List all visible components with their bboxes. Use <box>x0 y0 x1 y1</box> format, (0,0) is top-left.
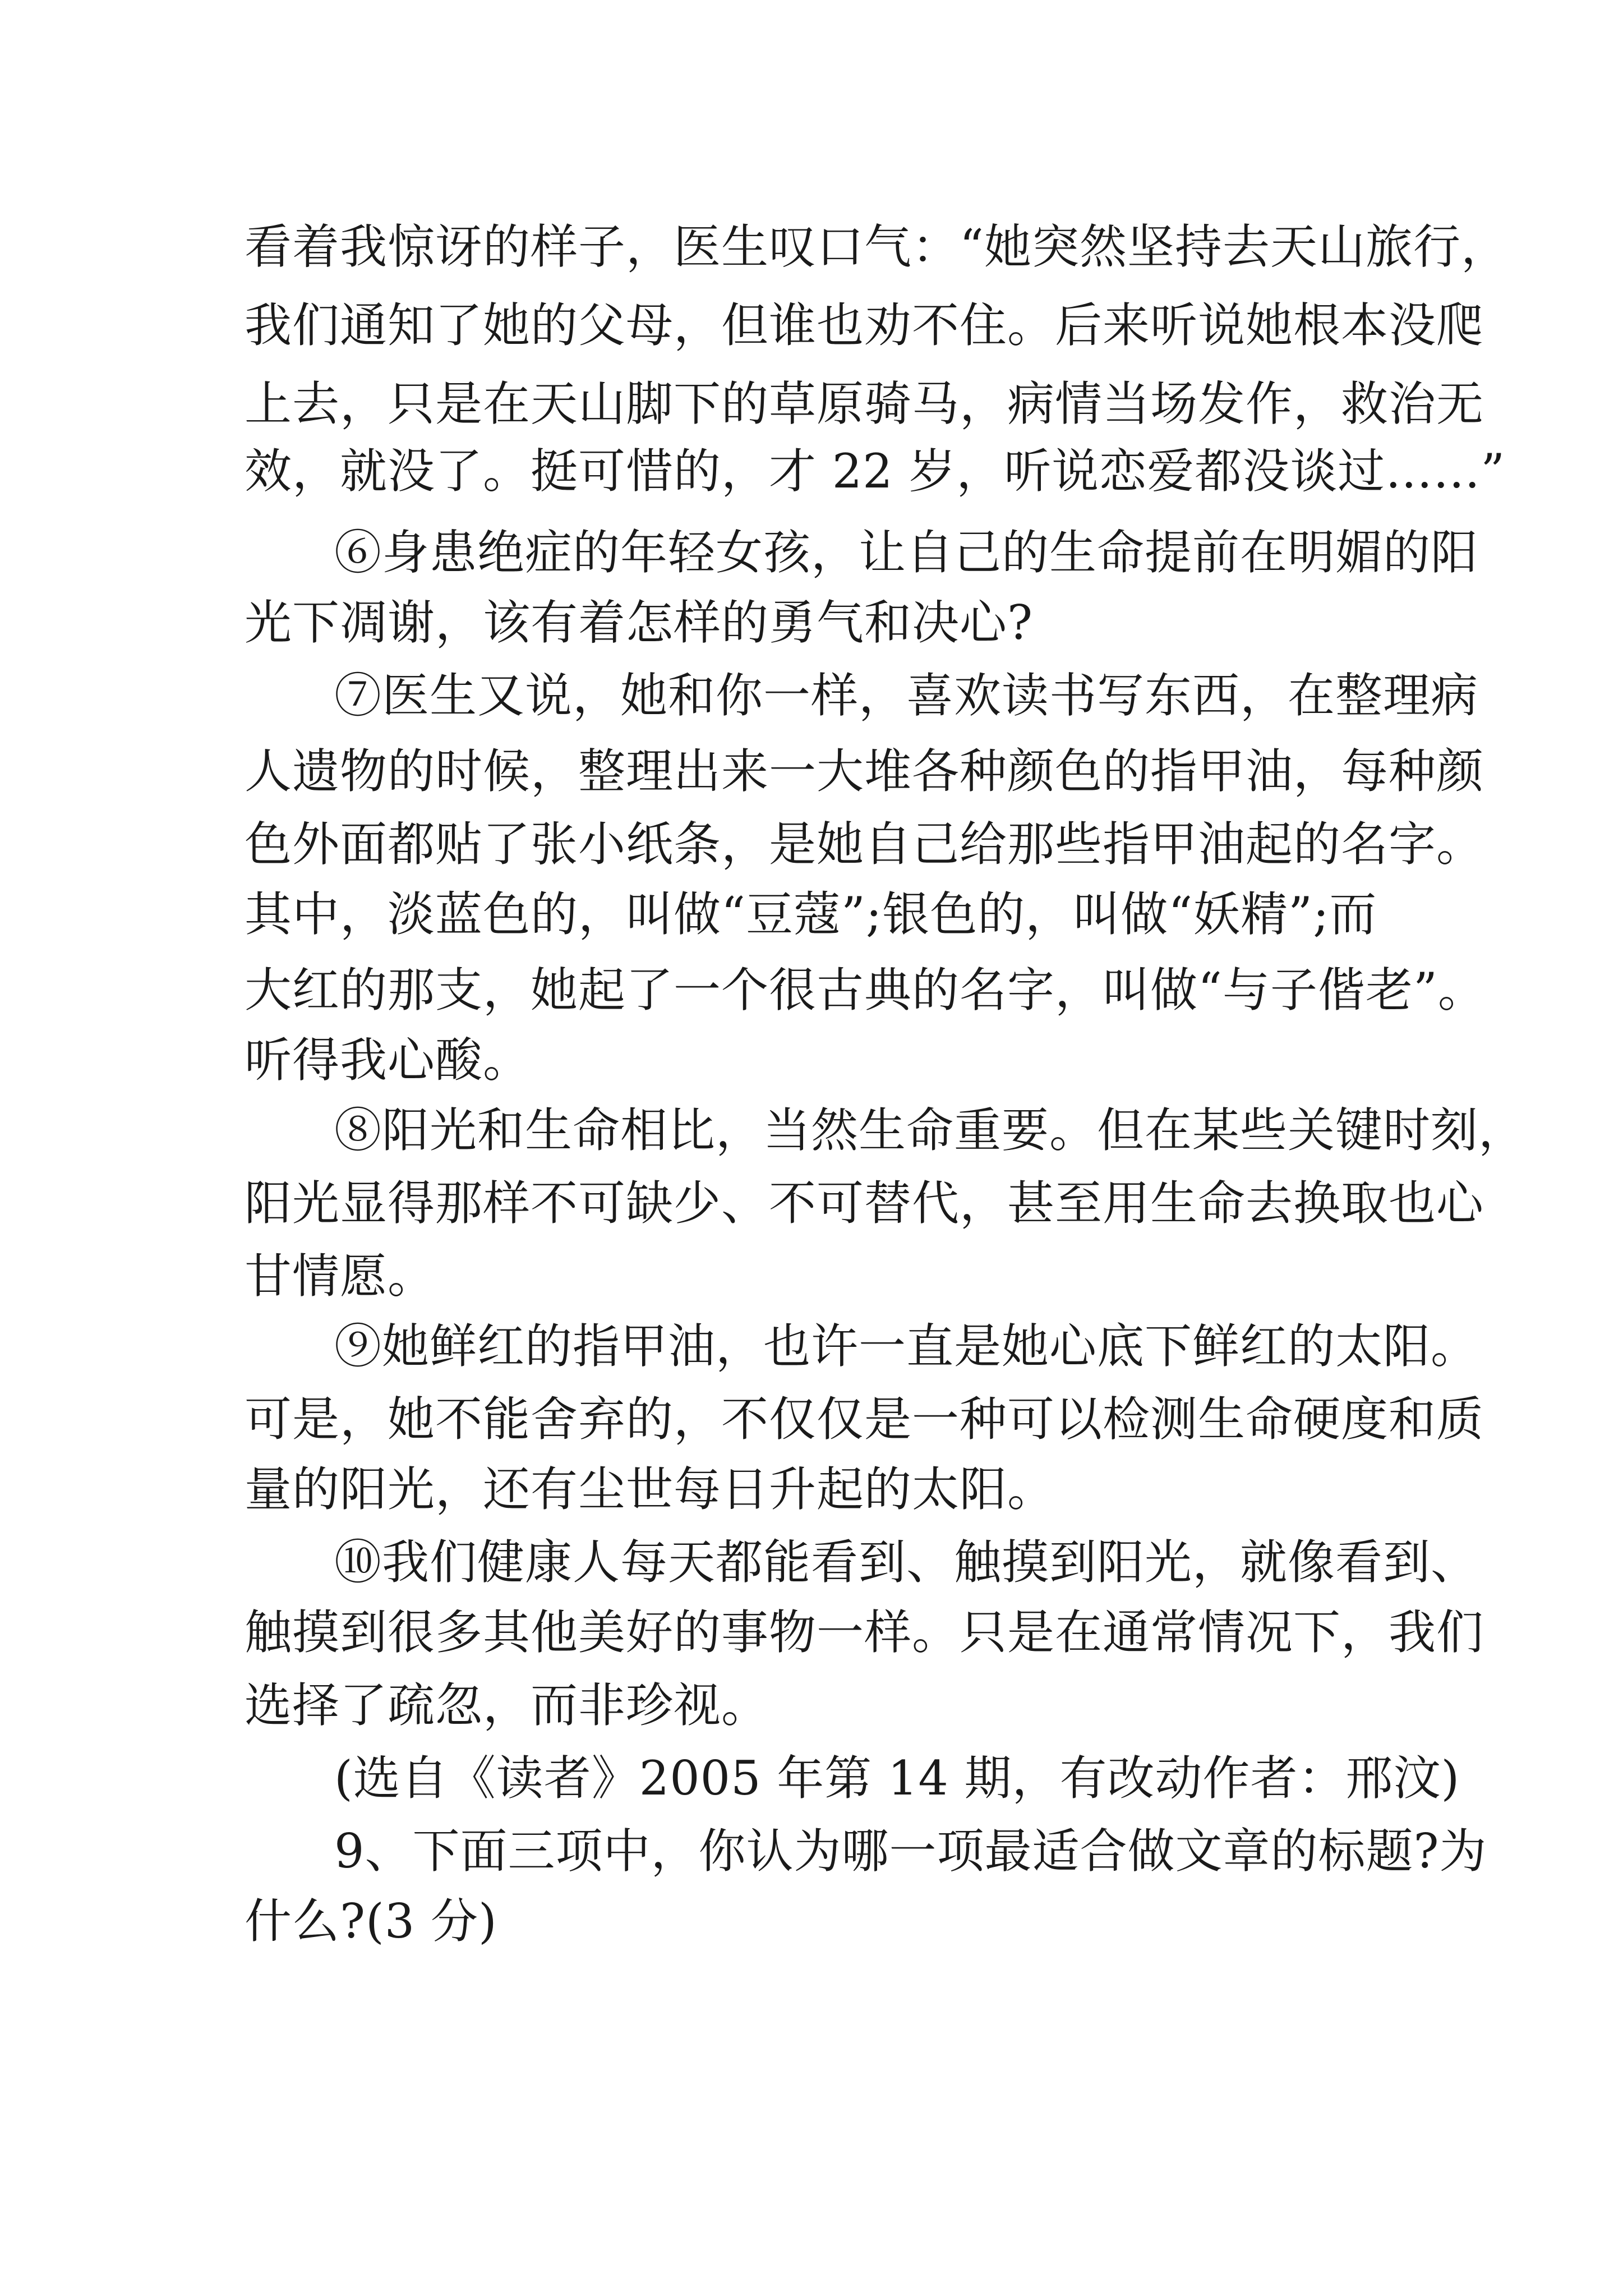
text-line: 上去，只是在天山脚下的草原骑马，病情当场发作，救治无 <box>245 376 1484 431</box>
question-9: 9、下面三项中，你认为哪一项最适合做文章的标题?为 <box>334 1824 1487 1879</box>
text-line: 可是，她不能舍弃的，不仅仅是一种可以检测生命硬度和质 <box>245 1392 1484 1447</box>
text-line: 甘情愿。 <box>245 1249 436 1304</box>
paragraph-6-start: ⑥身患绝症的年轻女孩，让自己的生命提前在明媚的阳 <box>334 525 1479 580</box>
paragraph-7-start: ⑦医生又说，她和你一样，喜欢读书写东西，在整理病 <box>334 668 1479 723</box>
text-line: 效，就没了。挺可惜的，才 22 岁，听说恋爱都没谈过……” <box>245 444 1506 499</box>
text-line: 选择了疏忽，而非珍视。 <box>245 1678 769 1733</box>
text-line: 量的阳光，还有尘世每日升起的太阳。 <box>245 1462 1055 1517</box>
question-9-continued: 什么?(3 分) <box>245 1894 497 1949</box>
text-line: 色外面都贴了张小纸条，是她自己给那些指甲油起的名字。 <box>245 817 1484 872</box>
paragraph-8-start: ⑧阳光和生命相比，当然生命重要。但在某些关键时刻， <box>334 1103 1527 1158</box>
text-line: 听得我心酸。 <box>245 1033 531 1088</box>
source-citation: (选自《读者》2005 年第 14 期，有改动作者：邢汶) <box>334 1751 1460 1806</box>
text-line: 人遗物的时候，整理出来一大堆各种颜色的指甲油，每种颜 <box>245 744 1484 799</box>
text-line: 其中，淡蓝色的，叫做“豆蔻”;银色的，叫做“妖精”;而 <box>245 887 1377 942</box>
text-line: 光下凋谢，该有着怎样的勇气和决心? <box>245 595 1034 650</box>
text-line: 触摸到很多其他美好的事物一样。只是在通常情况下，我们 <box>245 1605 1484 1660</box>
text-line: 大红的那支，她起了一个很古典的名字，叫做“与子偕老”。 <box>245 963 1486 1018</box>
text-line: 看着我惊讶的样子，医生叹口气：“她突然坚持去天山旅行， <box>245 219 1509 274</box>
paragraph-9-start: ⑨她鲜红的指甲油，也许一直是她心底下鲜红的太阳。 <box>334 1319 1479 1374</box>
text-line: 阳光显得那样不可缺少、不可替代，甚至用生命去换取也心 <box>245 1176 1484 1231</box>
paragraph-10-start: ⑩我们健康人每天都能看到、触摸到阳光，就像看到、 <box>334 1535 1479 1590</box>
text-line: 我们通知了她的父母，但谁也劝不住。后来听说她根本没爬 <box>245 298 1484 353</box>
